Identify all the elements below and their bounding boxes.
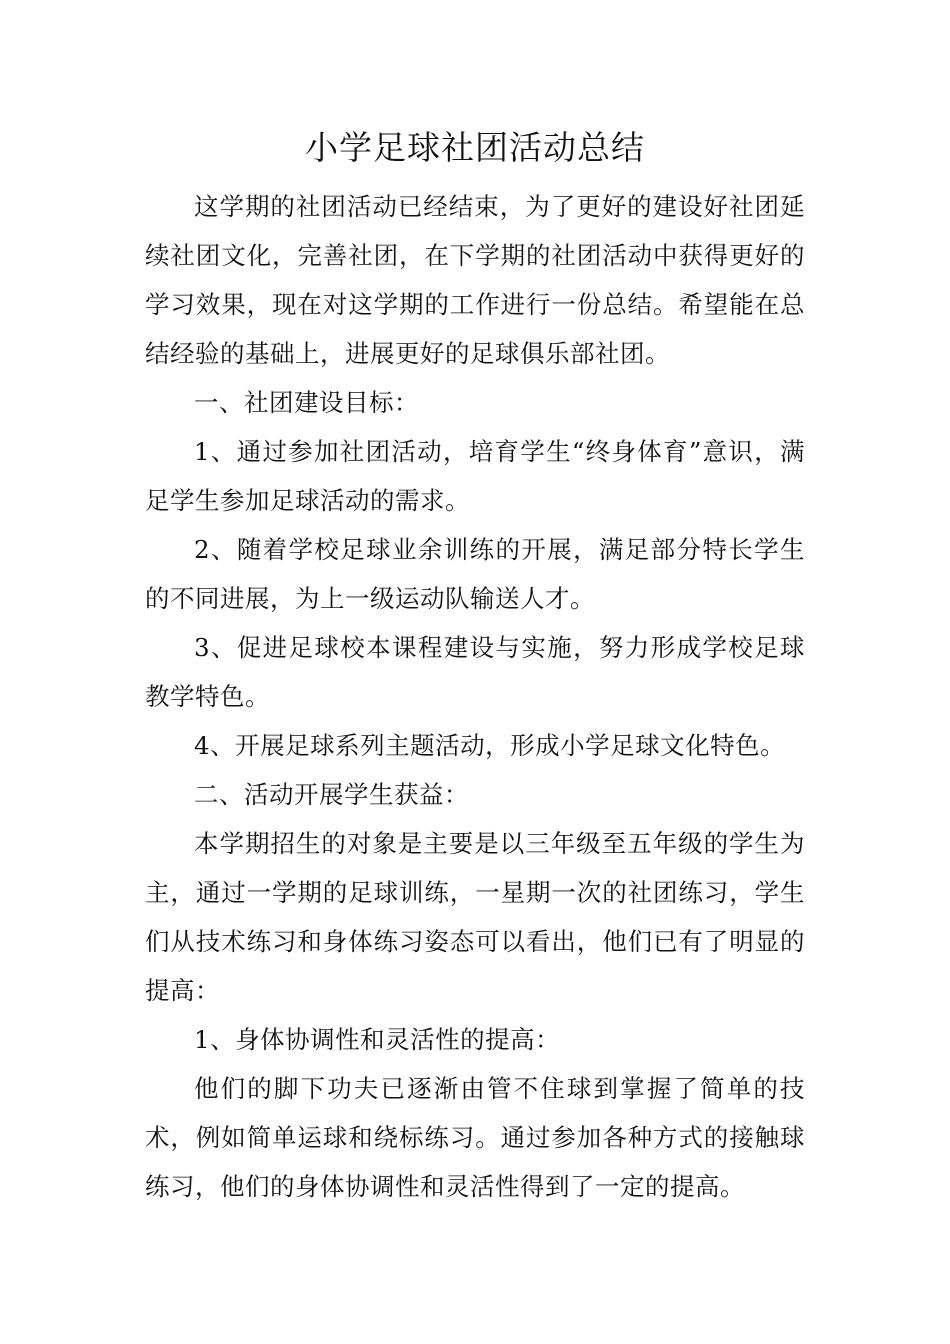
benefits-paragraph: 本学期招生的对象是主要是以三年级至五年级的学生为主，通过一学期的足球训练，一星期一次的社团练习，学生们从技术练习和身体练习姿态可以看出，他们已有了明显的提高：	[145, 829, 805, 1005]
benefit-item-1-paragraph: 他们的脚下功夫已逐渐由管不住球到掌握了简单的技术，例如简单运球和绕标练习。通过参加各种方式的接触球练习，他们的身体协调性和灵活性得到了一定的提高。	[145, 1074, 805, 1201]
benefit-item-1-heading: 1、身体协调性和灵活性的提高：	[194, 1025, 561, 1054]
goal-item-3: 3、促进足球校本课程建设与实施，努力形成学校足球教学特色。	[145, 633, 805, 711]
goal-item-4: 4、开展足球系列主题活动，形成小学足球文化特色。	[194, 731, 786, 760]
goal-item-1: 1、通过参加社团活动，培育学生“终身体育”意识，满足学生参加足球活动的需求。	[145, 437, 805, 515]
section-heading-goals: 一、社团建设目标：	[194, 388, 419, 417]
document-title: 小学足球社团活动总结	[305, 128, 645, 167]
document-body	[145, 120, 805, 1211]
section-heading-benefits: 二、活动开展学生获益：	[194, 780, 469, 809]
goal-item-2: 2、随着学校足球业余训练的开展，满足部分特长学生的不同进展，为上一级运动队输送人才。	[145, 535, 805, 613]
intro-paragraph: 这学期的社团活动已经结束，为了更好的建设好社团延续社团文化，完善社团，在下学期的社团活动中获得更好的学习效果，现在对这学期的工作进行一份总结。希望能在总结经验的基础上，进展更好的足球俱乐部社团。	[145, 192, 805, 368]
